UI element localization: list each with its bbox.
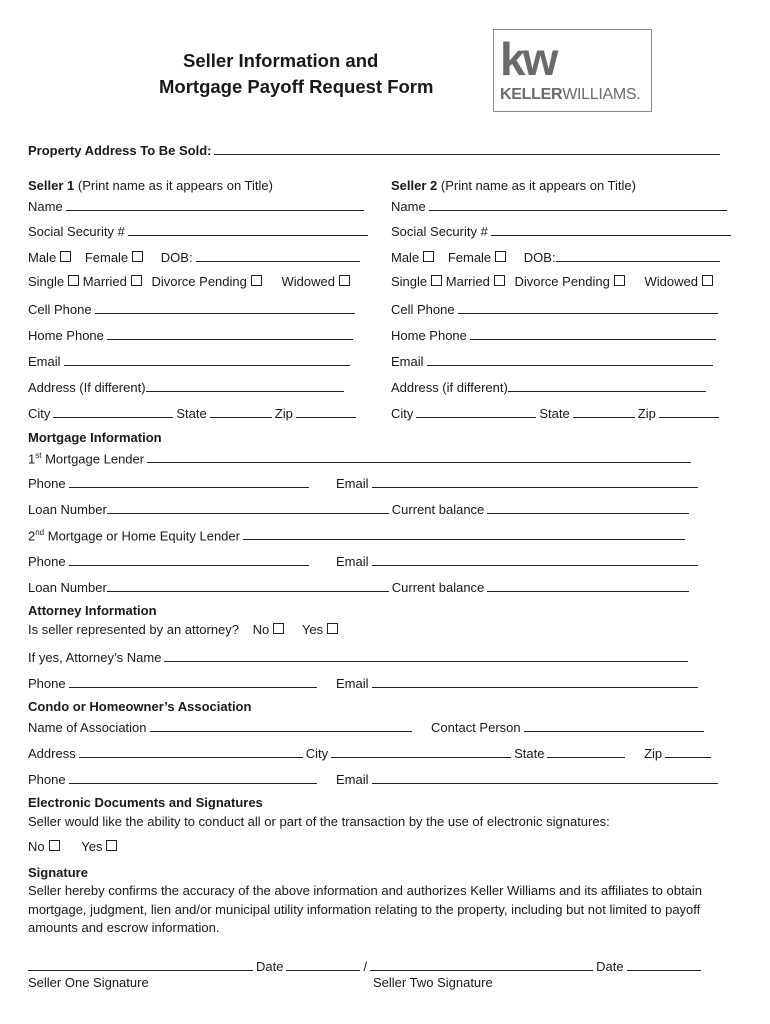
electronic-yes-checkbox[interactable]	[106, 840, 117, 851]
property-address-row	[28, 141, 723, 159]
hoa-address-field[interactable]	[79, 744, 303, 758]
first-loan-row	[28, 500, 692, 518]
seller2-dob-label: DOB:	[523, 250, 556, 265]
seller-two-date-label: Date	[596, 959, 624, 974]
hoa-city-label: City	[305, 746, 329, 761]
seller1-address-row	[28, 378, 347, 396]
attorney-heading: Attorney Information	[28, 603, 157, 618]
logo-name-light: WILLIAMS.	[562, 86, 641, 103]
attorney-question: Is seller represented by an attorney?	[28, 622, 240, 637]
attorney-yes-checkbox[interactable]	[327, 623, 338, 634]
seller2-divorce-checkbox[interactable]	[614, 275, 625, 286]
seller2-married-label: Married	[445, 274, 490, 289]
hoa-email-field[interactable]	[372, 770, 718, 784]
attorney-phone-row	[28, 674, 320, 692]
first-email-field[interactable]	[372, 474, 698, 488]
hoa-contact-field[interactable]	[524, 718, 704, 732]
hoa-zip-field[interactable]	[665, 744, 711, 758]
attorney-name-field[interactable]	[164, 648, 688, 662]
hoa-heading: Condo or Homeowner’s Association	[28, 699, 252, 714]
seller2-cell-row	[391, 300, 721, 318]
seller-one-date-label: Date	[256, 959, 284, 974]
seller2-address-row	[391, 378, 709, 396]
hoa-name-label: Name of Association	[28, 720, 147, 735]
signature-line-row	[28, 957, 704, 975]
seller2-home-row	[391, 326, 719, 344]
seller1-male-checkbox[interactable]	[60, 251, 71, 262]
seller2-heading-bold: Seller 2	[391, 178, 438, 193]
seller1-female-label: Female	[84, 250, 129, 265]
property-address-label: Property Address To Be Sold:	[28, 143, 212, 158]
seller2-female-checkbox[interactable]	[495, 251, 506, 262]
seller2-email-field[interactable]	[427, 352, 713, 366]
seller1-email-label: Email	[28, 354, 61, 369]
attorney-question-row	[28, 622, 338, 638]
seller2-name-row	[391, 197, 730, 215]
second-lender-row	[28, 525, 688, 544]
first-lender-number: 1	[28, 451, 36, 467]
first-loan-label: Loan Number	[28, 502, 107, 517]
signature-heading: Signature	[28, 865, 88, 880]
mortgage-heading: Mortgage Information	[28, 430, 162, 445]
seller-one-date-field[interactable]	[286, 957, 360, 971]
seller1-zip-field[interactable]	[296, 404, 356, 418]
seller2-city-row	[391, 404, 722, 422]
seller1-ssn-field[interactable]	[128, 222, 368, 236]
seller2-zip-label: Zip	[637, 406, 656, 421]
hoa-email-row	[336, 770, 721, 788]
seller2-widowed-checkbox[interactable]	[702, 275, 713, 286]
seller2-state-label: State	[539, 406, 570, 421]
hoa-state-label: State	[514, 746, 545, 761]
attorney-yes-label: Yes	[301, 622, 324, 637]
property-address-field[interactable]	[214, 141, 720, 155]
second-loan-label: Loan Number	[28, 580, 107, 595]
seller2-single-label: Single	[391, 274, 428, 289]
seller1-married-checkbox[interactable]	[131, 275, 142, 286]
attorney-name-label: If yes, Attorney’s Name	[28, 650, 162, 665]
seller2-city-label: City	[391, 406, 414, 421]
logo-name-bold: KELLER	[500, 86, 563, 103]
hoa-phone-label: Phone	[28, 772, 66, 787]
electronic-no-checkbox[interactable]	[49, 840, 60, 851]
seller1-address-field[interactable]	[146, 378, 344, 392]
hoa-name-row	[28, 718, 415, 736]
attorney-phone-label: Phone	[28, 676, 66, 691]
seller2-ssn-label: Social Security #	[391, 224, 488, 239]
second-balance-label: Current balance	[391, 580, 485, 595]
attorney-name-row	[28, 648, 691, 666]
seller2-ssn-field[interactable]	[491, 222, 731, 236]
seller2-home-label: Home Phone	[391, 328, 467, 343]
seller1-heading-note: (Print name as it appears on Title)	[74, 178, 273, 193]
seller2-heading-note: (Print name as it appears on Title)	[437, 178, 636, 193]
hoa-state-field[interactable]	[547, 744, 625, 758]
second-balance-field[interactable]	[487, 578, 689, 592]
first-balance-label: Current balance	[391, 502, 485, 517]
seller2-name-field[interactable]	[429, 197, 727, 211]
seller1-city-label: City	[28, 406, 51, 421]
seller1-dob-label: DOB:	[160, 250, 193, 265]
hoa-email-label: Email	[336, 772, 369, 787]
first-phone-field[interactable]	[69, 474, 309, 488]
first-lender-sup: st	[35, 451, 42, 460]
second-lender-label: Mortgage or Home Equity Lender	[44, 528, 240, 544]
seller2-cell-field[interactable]	[458, 300, 718, 314]
second-email-label: Email	[336, 554, 369, 569]
seller2-divorce-label: Divorce Pending	[514, 274, 610, 289]
seller2-address-label: Address (if different)	[391, 380, 508, 395]
electronic-yes-label: Yes	[81, 839, 103, 854]
second-loan-field[interactable]	[107, 578, 389, 592]
second-loan-row	[28, 578, 692, 596]
attorney-email-label: Email	[336, 676, 369, 691]
seller-two-date-field[interactable]	[627, 957, 701, 971]
seller1-single-label: Single	[28, 274, 65, 289]
seller1-name-label: Name	[28, 199, 63, 214]
seller2-dob-field[interactable]	[556, 248, 720, 262]
second-phone-row	[28, 552, 312, 570]
seller2-single-checkbox[interactable]	[431, 275, 442, 286]
seller2-name-label: Name	[391, 199, 426, 214]
first-email-row	[336, 474, 701, 492]
seller1-state-field[interactable]	[210, 404, 272, 418]
attorney-no-checkbox[interactable]	[273, 623, 284, 634]
seller1-name-field[interactable]	[66, 197, 364, 211]
seller1-ssn-label: Social Security #	[28, 224, 125, 239]
first-lender-field[interactable]	[147, 449, 691, 463]
hoa-name-field[interactable]	[150, 718, 412, 732]
seller2-marital-row	[391, 274, 713, 290]
hoa-address-label: Address	[28, 746, 76, 761]
hoa-contact-label: Contact Person	[431, 720, 521, 735]
first-balance-field[interactable]	[487, 500, 689, 514]
hoa-zip-label: Zip	[644, 746, 663, 761]
seller1-home-row	[28, 326, 356, 344]
seller1-ssn-row	[28, 222, 371, 240]
seller1-divorce-checkbox[interactable]	[251, 275, 262, 286]
attorney-email-row	[336, 674, 701, 692]
seller1-cell-label: Cell Phone	[28, 302, 92, 317]
attorney-phone-field[interactable]	[69, 674, 317, 688]
second-email-row	[336, 552, 701, 570]
title-line-1: Seller Information and	[183, 50, 379, 71]
seller1-male-label: Male	[28, 250, 57, 265]
seller1-widowed-checkbox[interactable]	[339, 275, 350, 286]
seller2-state-field[interactable]	[573, 404, 635, 418]
seller2-ssn-row	[391, 222, 734, 240]
seller1-email-field[interactable]	[64, 352, 350, 366]
seller2-city-field[interactable]	[416, 404, 536, 418]
kw-logo-mark: kw	[500, 33, 556, 85]
first-phone-row	[28, 474, 312, 492]
seller-one-caption: Seller One Signature	[28, 975, 149, 990]
hoa-phone-field[interactable]	[69, 770, 317, 784]
seller1-city-row	[28, 404, 359, 422]
seller1-address-label: Address (If different)	[28, 380, 146, 395]
keller-williams-logo	[493, 29, 652, 112]
seller-two-signature-field[interactable]	[370, 957, 593, 971]
first-email-label: Email	[336, 476, 369, 491]
seller2-cell-label: Cell Phone	[391, 302, 455, 317]
seller-two-caption: Seller Two Signature	[373, 975, 493, 990]
seller2-email-row	[391, 352, 716, 370]
hoa-city-field[interactable]	[331, 744, 511, 758]
seller1-cell-row	[28, 300, 358, 318]
seller2-married-checkbox[interactable]	[494, 275, 505, 286]
seller1-email-row	[28, 352, 353, 370]
hoa-address-row	[28, 744, 714, 762]
seller1-single-checkbox[interactable]	[68, 275, 79, 286]
seller1-widowed-label: Widowed	[281, 274, 335, 289]
signature-text: Seller hereby confirms the accuracy of the above information and authorizes Keller Williams and its affiliates to obtain mortgage, judgment, lien and/or municipal utility information relating to the property, including but not limited to payoff amounts and escrow information.	[28, 883, 702, 935]
seller2-email-label: Email	[391, 354, 424, 369]
hoa-phone-row	[28, 770, 320, 788]
seller2-male-checkbox[interactable]	[423, 251, 434, 262]
seller1-home-label: Home Phone	[28, 328, 104, 343]
seller2-gender-row	[391, 248, 723, 266]
seller2-address-field[interactable]	[508, 378, 706, 392]
seller1-female-checkbox[interactable]	[132, 251, 143, 262]
seller1-divorce-label: Divorce Pending	[151, 274, 247, 289]
seller2-zip-field[interactable]	[659, 404, 719, 418]
second-phone-label: Phone	[28, 554, 66, 569]
title-line-2: Mortgage Payoff Request Form	[159, 76, 434, 97]
attorney-no-label: No	[252, 622, 270, 637]
seller1-heading-bold: Seller 1	[28, 178, 75, 193]
electronic-heading: Electronic Documents and Signatures	[28, 795, 263, 810]
seller1-gender-row	[28, 248, 363, 266]
seller1-name-row	[28, 197, 367, 215]
seller2-female-label: Female	[447, 250, 492, 265]
attorney-email-field[interactable]	[372, 674, 698, 688]
second-email-field[interactable]	[372, 552, 698, 566]
first-loan-field[interactable]	[107, 500, 389, 514]
second-lender-field[interactable]	[243, 526, 685, 540]
seller2-male-label: Male	[391, 250, 420, 265]
seller1-cell-field[interactable]	[95, 300, 355, 314]
first-lender-label: Mortgage Lender	[41, 451, 145, 467]
logo-wordmark	[500, 86, 640, 104]
first-phone-label: Phone	[28, 476, 66, 491]
hoa-contact-row	[431, 718, 707, 736]
seller1-city-field[interactable]	[53, 404, 173, 418]
signature-slash: /	[363, 959, 368, 974]
first-lender-row	[28, 448, 694, 467]
seller1-marital-row	[28, 274, 350, 290]
seller2-heading	[391, 178, 636, 194]
electronic-choice-row	[28, 839, 117, 855]
seller-one-signature-field[interactable]	[28, 957, 253, 971]
electronic-text: Seller would like the ability to conduct all or part of the transaction by the use of electronic signatures:	[28, 814, 610, 829]
seller1-home-field[interactable]	[107, 326, 353, 340]
seller2-widowed-label: Widowed	[644, 274, 698, 289]
seller1-dob-field[interactable]	[196, 248, 360, 262]
seller1-state-label: State	[176, 406, 207, 421]
seller1-zip-label: Zip	[274, 406, 293, 421]
second-phone-field[interactable]	[69, 552, 309, 566]
electronic-no-label: No	[28, 839, 45, 854]
seller1-heading	[28, 178, 273, 194]
second-lender-sup: nd	[35, 528, 45, 537]
second-lender-number: 2	[28, 528, 36, 544]
seller2-home-field[interactable]	[470, 326, 716, 340]
seller1-married-label: Married	[82, 274, 127, 289]
